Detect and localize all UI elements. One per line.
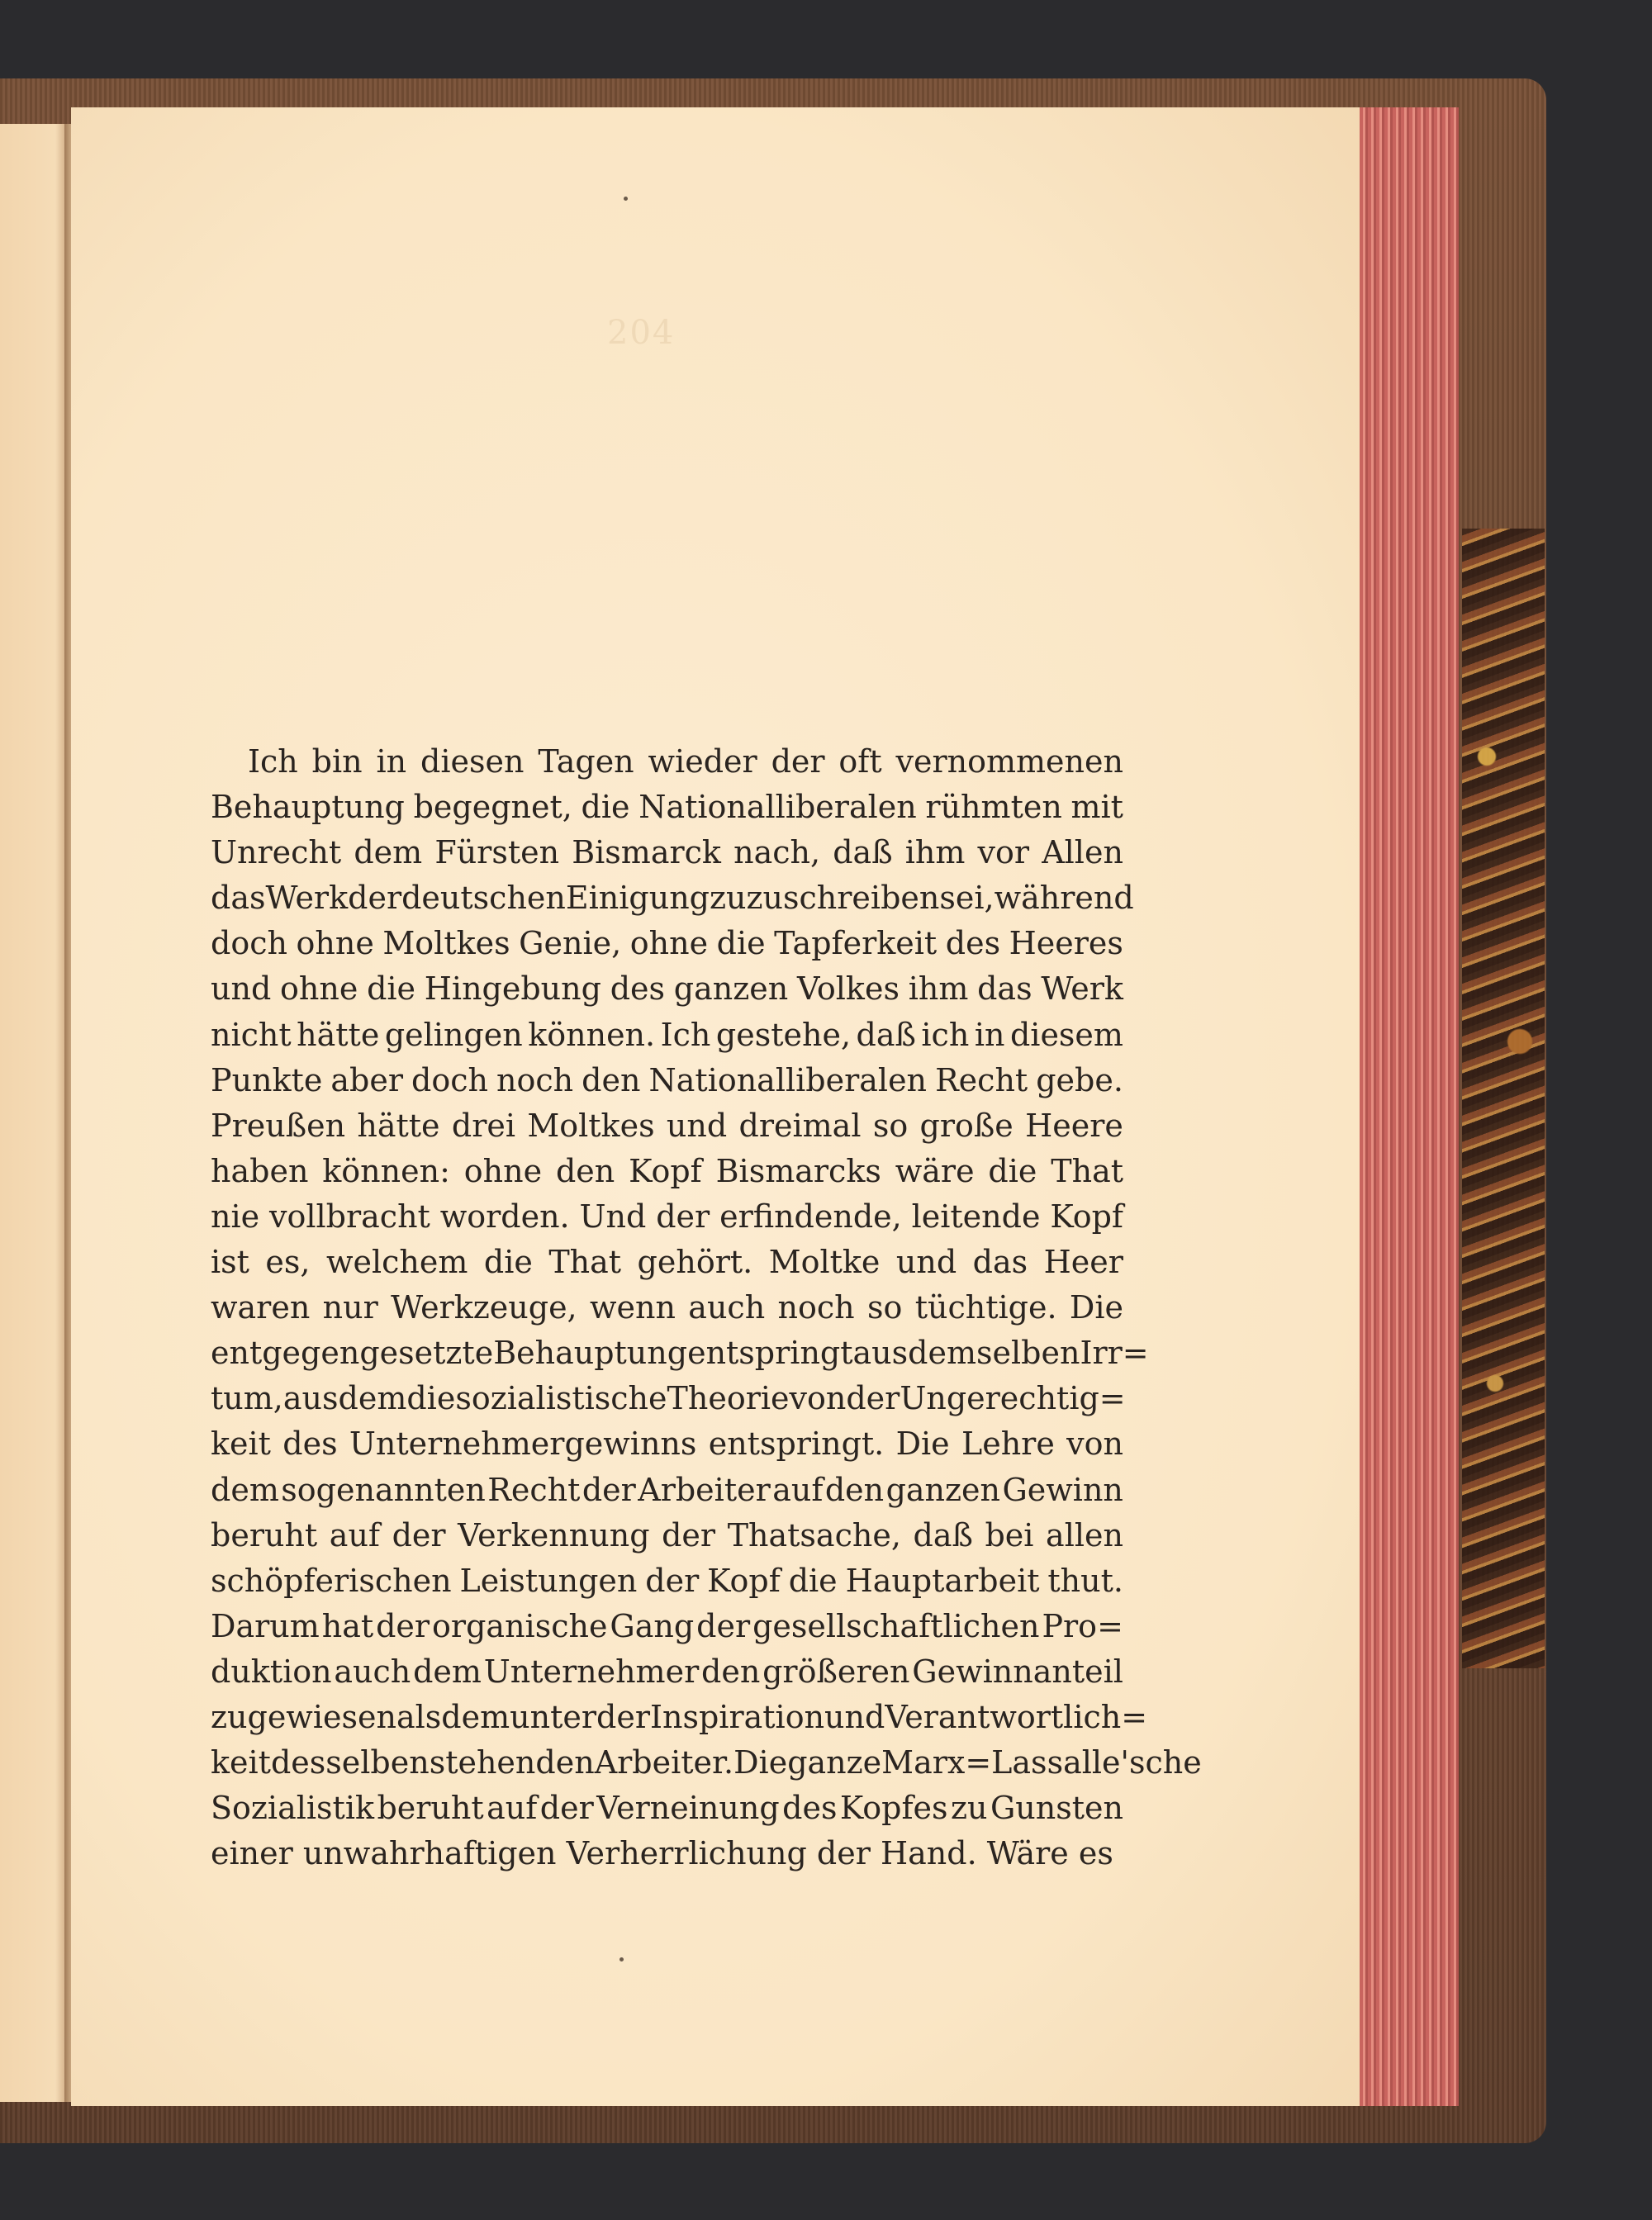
text-line: dem sogenannten Recht der Arbeiter auf den ganzen Gewinn: [211, 1471, 1123, 1508]
text-line: nie vollbracht worden. Und der erfindende, leitende Kopf: [211, 1198, 1123, 1235]
text-line: doch ohne Moltkes Genie, ohne die Tapferkeit des Heeres: [211, 925, 1123, 962]
text-line: entgegengesetzte Behauptung entspringt aus demselben Irr=: [211, 1335, 1149, 1372]
text-line: Behauptung begegnet, die Nationalliberalen rühmten mit: [211, 789, 1123, 826]
text-line: keit des Unternehmergewinns entspringt. Die Lehre von: [211, 1425, 1123, 1463]
text-line: haben können: ohne den Kopf Bismarcks wäre die That: [211, 1152, 1123, 1189]
text-line: zugewiesen als dem unter der Inspiration und Verantwortlich=: [211, 1698, 1148, 1735]
text-line: nicht hätte gelingen können. Ich gestehe, daß ich in diesem: [211, 1016, 1123, 1053]
page-number-bleedthrough: 204: [607, 314, 676, 352]
text-line: keit desselben stehenden Arbeiter. Die ganze Marx=Lassalle'sche: [211, 1744, 1202, 1781]
text-line: Ich bin in diesen Tagen wieder der oft vernommenen: [248, 743, 1123, 780]
text-line: schöpferischen Leistungen der Kopf die Hauptarbeit thut.: [211, 1562, 1123, 1599]
text-line: Sozialistik beruht auf der Verneinung des Kopfes zu Gunsten: [211, 1790, 1123, 1827]
text-line: duktion auch dem Unternehmer den größeren Gewinnanteil: [211, 1653, 1123, 1690]
text-line: Unrecht dem Fürsten Bismarck nach, daß ihm vor Allen: [211, 834, 1123, 871]
text-line: beruht auf der Verkennung der Thatsache, daß bei allen: [211, 1516, 1123, 1554]
left-page-edge: [0, 124, 69, 2102]
marbled-cover-edge: [1462, 529, 1545, 1668]
page-speck: [624, 197, 628, 201]
text-line: waren nur Werkzeuge, wenn auch noch so tüchtige. Die: [211, 1289, 1123, 1326]
body-text: [211, 739, 1202, 1876]
text-line: Darum hat der organische Gang der gesellschaftlichen Pro=: [211, 1607, 1123, 1644]
text-line: Preußen hätte drei Moltkes und dreimal so große Heere: [211, 1107, 1123, 1144]
text-line: einer unwahrhaftigen Verherrlichung der Hand. Wäre es: [211, 1835, 1113, 1872]
text-line: und ohne die Hingebung des ganzen Volkes ihm das Werk: [211, 970, 1123, 1008]
page-edges: [1360, 107, 1459, 2106]
page-speck: [620, 1957, 624, 1961]
text-line: das Werk der deutschen Einigung zuzuschreiben sei, während: [211, 880, 1134, 917]
text-line: Punkte aber doch noch den Nationalliberalen Recht gebe.: [211, 1061, 1123, 1098]
text-line: ist es, welchem die That gehört. Moltke und das Heer: [211, 1244, 1123, 1281]
text-line: tum, aus dem die sozialistische Theorie von der Ungerechtig=: [211, 1380, 1126, 1417]
